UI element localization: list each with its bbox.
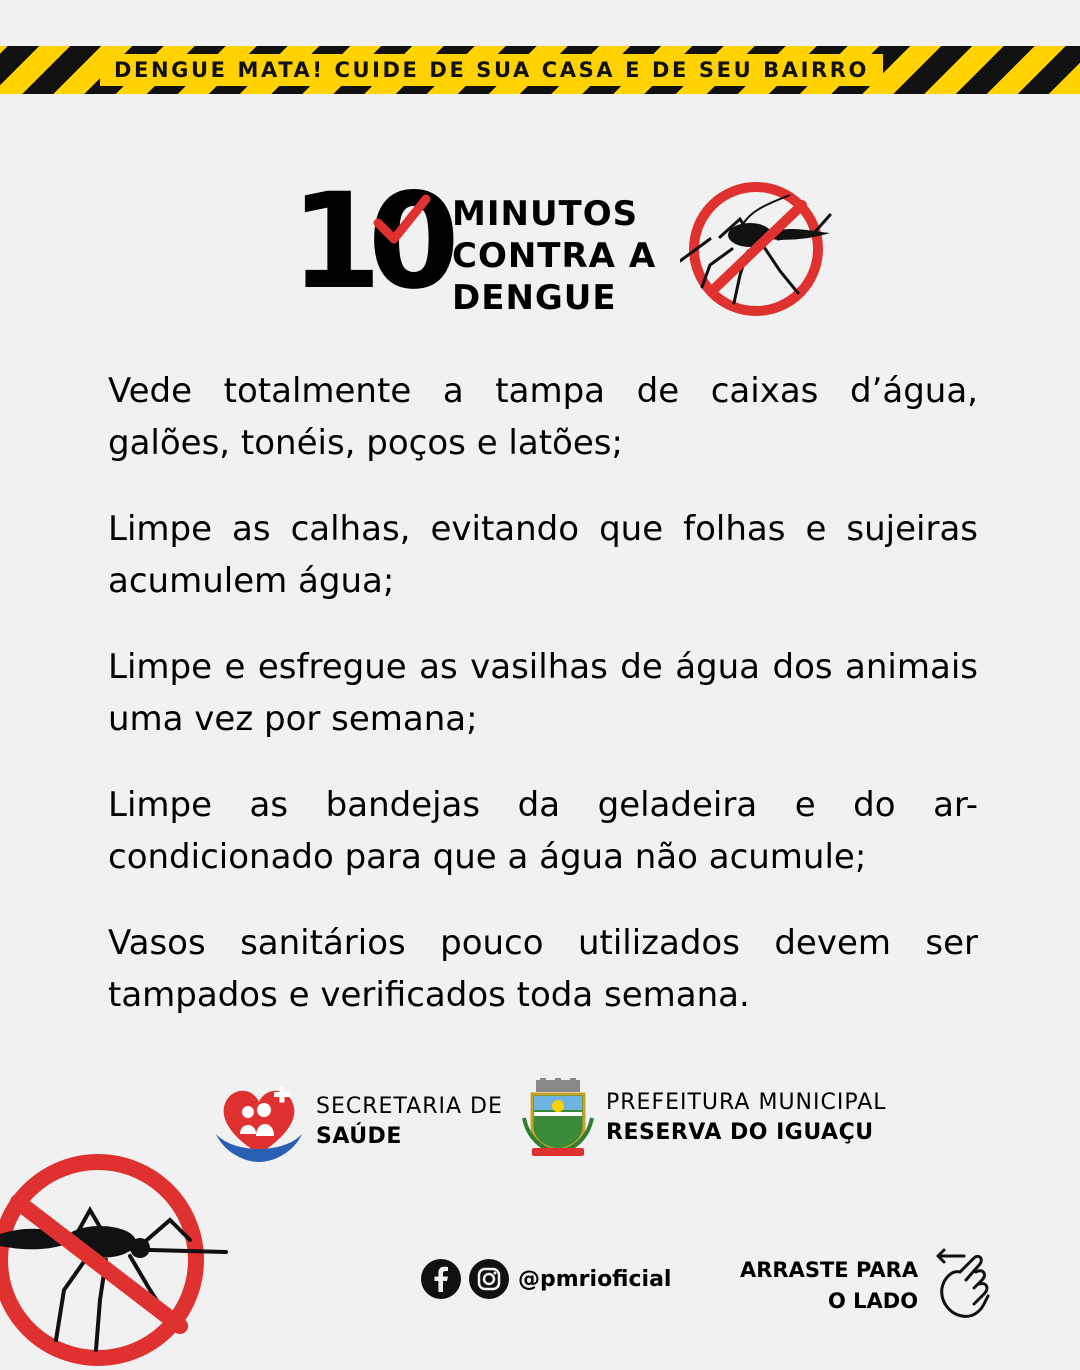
swipe-line-2: O LADO: [828, 1289, 919, 1313]
facebook-icon[interactable]: [420, 1258, 462, 1300]
city-hall-logo: [522, 1078, 887, 1158]
swipe-line-1: ARRASTE PARA: [740, 1258, 919, 1282]
social-handles: [420, 1258, 671, 1300]
no-mosquito-large-icon: [0, 1150, 240, 1370]
headline-number: 10: [290, 165, 446, 319]
tip-item: Limpe e esfregue as vasilhas de água dos animais uma vez por semana;: [108, 647, 978, 739]
health-secretariat-logo: [214, 1082, 503, 1162]
health-logo-line-2: SAÚDE: [316, 1124, 402, 1149]
city-coat-of-arms-icon: [522, 1078, 594, 1158]
tip-item: Vede totalmente a tampa de caixas d’água, galões, tonéis, poços e latões;: [108, 371, 978, 463]
tips-list: [108, 365, 978, 1055]
city-logo-text: [606, 1088, 887, 1148]
social-handle[interactable]: @pmrioficial: [518, 1266, 672, 1292]
headline-line-3: DENGUE: [452, 278, 617, 318]
checkmark-icon: [372, 193, 432, 253]
tip-item: Limpe as bandejas da geladeira e do ar-condicionado para que a água não acumule;: [108, 785, 978, 877]
banner-text: DENGUE MATA! CUIDE DE SUA CASA E DE SEU BAIRRO: [100, 54, 883, 86]
swipe-hand-icon: [930, 1246, 1000, 1326]
city-logo-line-1: PREFEITURA MUNICIPAL: [606, 1090, 887, 1115]
swipe-hint: [740, 1246, 1000, 1326]
caution-banner: [0, 46, 1080, 94]
headline-line-1: MINUTOS: [452, 194, 639, 234]
no-mosquito-icon: [680, 175, 840, 325]
city-logo-line-2: RESERVA DO IGUAÇU: [606, 1120, 874, 1145]
headline-line-2: CONTRA A: [452, 236, 657, 276]
instagram-icon[interactable]: [468, 1258, 510, 1300]
tip-item: Vasos sanitários pouco utilizados devem ser tampados e verificados toda semana.: [108, 923, 978, 1015]
tip-item: Limpe as calhas, evitando que folhas e sujeiras acumulem água;: [108, 509, 978, 601]
swipe-text: [740, 1255, 918, 1317]
headline-words: [452, 193, 656, 319]
health-logo-line-1: SECRETARIA DE: [316, 1094, 503, 1119]
health-logo-text: [316, 1092, 503, 1152]
